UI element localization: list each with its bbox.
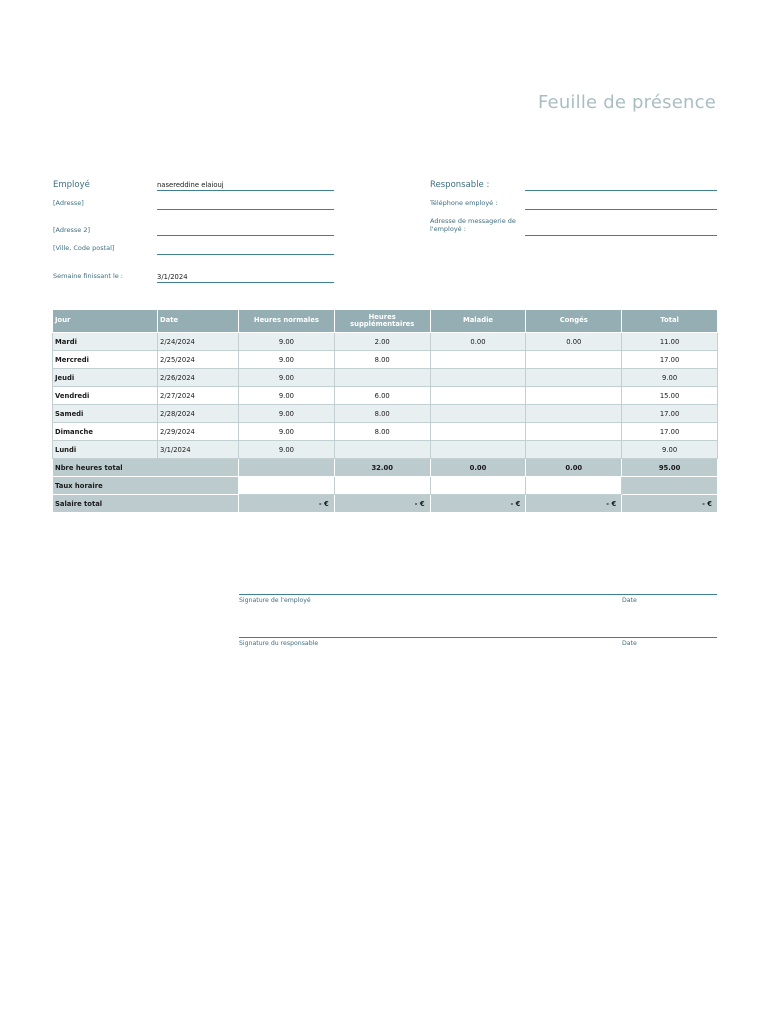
employee-signature-date-label: Date (622, 597, 637, 604)
total-salary-row (53, 495, 718, 513)
cell-date[interactable]: 2/25/2024 (158, 351, 239, 369)
cell-supp[interactable]: 8.00 (334, 405, 430, 423)
hourly-rate-label: Taux horaire (53, 477, 239, 495)
cell-date[interactable]: 3/1/2024 (158, 441, 239, 459)
manager-field[interactable] (525, 190, 717, 191)
cell-supp[interactable]: 2.00 (334, 333, 430, 351)
employee-signature-line[interactable] (239, 594, 717, 595)
cell-total: 17.00 (622, 423, 718, 441)
employee-name-value[interactable]: nasereddine elaiouj (157, 181, 224, 189)
rate-normales-input[interactable] (239, 477, 335, 495)
table-header-row (53, 310, 718, 333)
cell-date[interactable]: 2/24/2024 (158, 333, 239, 351)
cell-supp[interactable] (334, 441, 430, 459)
total-maladie: 0.00 (430, 459, 526, 477)
cell-total: 15.00 (622, 387, 718, 405)
cell-normales[interactable]: 9.00 (239, 369, 335, 387)
table-row (53, 333, 718, 351)
cell-total: 11.00 (622, 333, 718, 351)
manager-signature-line[interactable] (239, 637, 717, 638)
salary-maladie: - € (430, 495, 526, 513)
cell-supp[interactable]: 8.00 (334, 351, 430, 369)
employee-name-underline (157, 190, 334, 191)
cell-total: 9.00 (622, 441, 718, 459)
cell-jour[interactable]: Mardi (53, 333, 158, 351)
address-field[interactable] (157, 209, 334, 210)
cell-conges[interactable] (526, 351, 622, 369)
cell-maladie[interactable] (430, 405, 526, 423)
cell-total: 17.00 (622, 405, 718, 423)
manager-signature-label: Signature du responsable (239, 640, 319, 647)
cell-maladie[interactable] (430, 369, 526, 387)
cell-jour[interactable]: Samedi (53, 405, 158, 423)
cell-conges[interactable] (526, 369, 622, 387)
cell-maladie[interactable] (430, 387, 526, 405)
cell-total: 9.00 (622, 369, 718, 387)
cell-maladie[interactable]: 0.00 (430, 333, 526, 351)
col-header-date: Date (158, 310, 239, 333)
address-label: [Adresse] (53, 199, 84, 207)
hourly-rate-row (53, 477, 718, 495)
cell-conges[interactable] (526, 405, 622, 423)
total-normales (239, 459, 335, 477)
rate-total (622, 477, 718, 495)
col-header-normales: Heures normales (239, 310, 335, 333)
cell-supp[interactable] (334, 369, 430, 387)
total-total: 95.00 (622, 459, 718, 477)
cell-jour[interactable]: Lundi (53, 441, 158, 459)
employee-phone-label: Téléphone employé : (430, 199, 498, 207)
cell-conges[interactable] (526, 423, 622, 441)
table-row (53, 387, 718, 405)
timesheet-table (52, 309, 718, 513)
employee-email-label (430, 218, 516, 234)
week-ending-value[interactable]: 3/1/2024 (157, 273, 188, 281)
address2-field[interactable] (157, 235, 334, 236)
address2-label: [Adresse 2] (53, 226, 91, 234)
cell-maladie[interactable] (430, 351, 526, 369)
table-row (53, 351, 718, 369)
cell-conges[interactable] (526, 441, 622, 459)
cell-jour[interactable]: Jeudi (53, 369, 158, 387)
cell-supp[interactable]: 8.00 (334, 423, 430, 441)
rate-conges-input[interactable] (526, 477, 622, 495)
total-hours-row (53, 459, 718, 477)
cell-maladie[interactable] (430, 423, 526, 441)
cell-jour[interactable]: Mercredi (53, 351, 158, 369)
employee-email-label-line1: Adresse de messagerie de (430, 217, 516, 225)
salary-total: - € (622, 495, 718, 513)
cell-normales[interactable]: 9.00 (239, 333, 335, 351)
cell-total: 17.00 (622, 351, 718, 369)
col-header-total: Total (622, 310, 718, 333)
table-row (53, 405, 718, 423)
employee-email-label-line2: l'employé : (430, 224, 466, 233)
cell-date[interactable]: 2/26/2024 (158, 369, 239, 387)
employee-signature-label: Signature de l'employé (239, 597, 311, 604)
rate-maladie-input[interactable] (430, 477, 526, 495)
rate-supp-input[interactable] (334, 477, 430, 495)
col-header-supp-line2: supplémentaires (350, 320, 415, 328)
employee-phone-field[interactable] (525, 209, 717, 210)
employee-email-field[interactable] (525, 235, 717, 236)
cell-conges[interactable] (526, 387, 622, 405)
col-header-conges: Congés (526, 310, 622, 333)
cell-normales[interactable]: 9.00 (239, 351, 335, 369)
week-ending-label: Semaine finissant le : (53, 272, 124, 280)
week-ending-underline (157, 282, 334, 283)
cell-normales[interactable]: 9.00 (239, 441, 335, 459)
employee-label: Employé (53, 180, 90, 190)
table-row (53, 423, 718, 441)
cell-date[interactable]: 2/27/2024 (158, 387, 239, 405)
cell-maladie[interactable] (430, 441, 526, 459)
cell-normales[interactable]: 9.00 (239, 423, 335, 441)
salary-conges: - € (526, 495, 622, 513)
col-header-maladie: Maladie (430, 310, 526, 333)
city-postal-field[interactable] (157, 254, 334, 255)
total-hours-label: Nbre heures total (53, 459, 239, 477)
manager-label: Responsable : (430, 180, 490, 190)
salary-normales: - € (239, 495, 335, 513)
cell-normales[interactable]: 9.00 (239, 387, 335, 405)
total-salary-label: Salaire total (53, 495, 239, 513)
col-header-supp-line1: Heures (368, 312, 396, 321)
salary-supp: - € (334, 495, 430, 513)
total-supp: 32.00 (334, 459, 430, 477)
page-title: Feuille de présence (537, 92, 716, 113)
table-row (53, 441, 718, 459)
table-row (53, 369, 718, 387)
col-header-jour: Jour (53, 310, 158, 333)
cell-supp[interactable]: 6.00 (334, 387, 430, 405)
cell-jour[interactable]: Vendredi (53, 387, 158, 405)
cell-date[interactable]: 2/28/2024 (158, 405, 239, 423)
cell-jour[interactable]: Dimanche (53, 423, 158, 441)
cell-date[interactable]: 2/29/2024 (158, 423, 239, 441)
cell-normales[interactable]: 9.00 (239, 405, 335, 423)
city-postal-label: [Ville, Code postal] (53, 244, 115, 252)
col-header-supp (334, 310, 430, 333)
total-conges: 0.00 (526, 459, 622, 477)
manager-signature-date-label: Date (622, 640, 637, 647)
cell-conges[interactable]: 0.00 (526, 333, 622, 351)
